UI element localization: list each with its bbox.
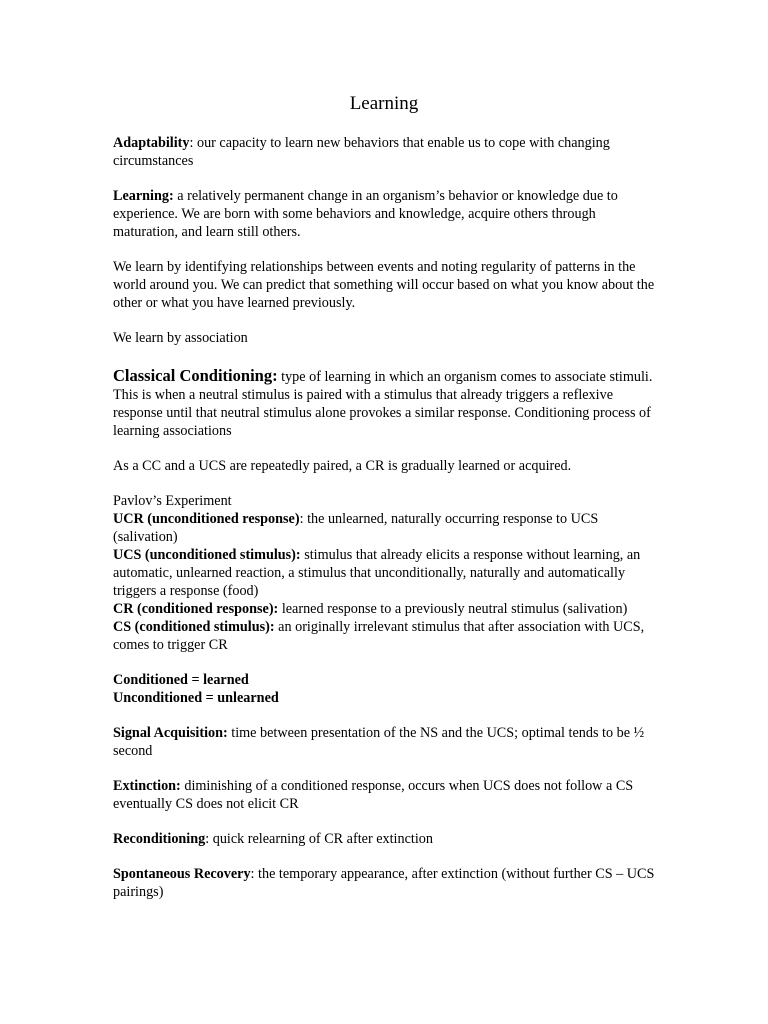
term-cr: CR (conditioned response): [113, 601, 279, 617]
unconditioned-equation: Unconditioned = unlearned [113, 690, 279, 706]
term-reconditioning: Reconditioning [113, 831, 206, 847]
extinction-definition [113, 777, 661, 813]
def-classical-conditioning: type of learning in which an organism comes to associate stimuli. This is when a neutral stimulus is paired with a stimulus that already triggers a reflexive response until that neutral stimulus alone provokes a similar response. Conditioning process of learning associations [113, 369, 653, 439]
term-signal-acquisition: Signal Acquisition: [113, 725, 228, 741]
pavlov-heading: Pavlov’s Experiment [113, 493, 232, 509]
adaptability-definition [113, 134, 661, 170]
def-ucs: stimulus that already elicits a response without learning, an automatic, unlearned reaction, a stimulus that unconditionally, naturally and automatically triggers a response (food) [113, 547, 641, 599]
term-cs: CS (conditioned stimulus): [113, 619, 275, 635]
def-reconditioning: : quick relearning of CR after extinction [205, 831, 433, 847]
term-extinction: Extinction: [113, 778, 181, 794]
cr-definition [113, 600, 661, 618]
def-cs: an originally irrelevant stimulus that after association with UCS, comes to trigger CR [113, 619, 645, 653]
association-line: We learn by association [113, 330, 248, 346]
def-learning: a relatively permanent change in an organism’s behavior or knowledge due to experience. We are born with some behaviors and knowledge, acquire others through maturation, and learn still others. [113, 188, 618, 240]
learning-definition [113, 187, 661, 241]
cc-ucs-line: As a CC and a UCS are repeatedly paired, a CR is gradually learned or acquired. [113, 458, 572, 474]
term-ucr: UCR (unconditioned response) [113, 511, 300, 527]
ucs-definition [113, 546, 661, 600]
classical-conditioning-definition [113, 367, 661, 440]
def-extinction: diminishing of a conditioned response, occurs when UCS does not follow a CS eventually CS does not elicit CR [113, 778, 634, 812]
reconditioning-definition [113, 830, 661, 848]
spontaneous-recovery-definition [113, 865, 661, 901]
term-classical-conditioning: Classical Conditioning: [113, 366, 278, 385]
term-ucs: UCS (unconditioned stimulus): [113, 547, 301, 563]
def-ucr: : the unlearned, naturally occurring response to UCS (salivation) [113, 511, 599, 545]
term-adaptability: Adaptability [113, 135, 190, 151]
def-spontaneous-recovery: : the temporary appearance, after extinction (without further CS – UCS pairings) [113, 866, 655, 900]
def-cr: learned response to a previously neutral stimulus (salivation) [278, 601, 628, 617]
def-signal-acquisition: time between presentation of the NS and the UCS; optimal tends to be ½ second [113, 725, 645, 759]
signal-acquisition-definition [113, 724, 661, 760]
ucr-definition [113, 510, 661, 546]
page-title: Learning [349, 93, 419, 114]
document-body [113, 134, 661, 901]
def-adaptability: : our capacity to learn new behaviors that enable us to cope with changing circumstances [113, 135, 610, 169]
conditioned-equation: Conditioned = learned [113, 672, 249, 688]
term-spontaneous-recovery: Spontaneous Recovery [113, 866, 251, 882]
term-learning: Learning: [113, 188, 174, 204]
cs-definition [113, 618, 661, 654]
relationships-paragraph: We learn by identifying relationships between events and noting regularity of patterns in the world around you. We can predict that something will occur based on what you know about the other or what you have learned previously. [113, 259, 655, 311]
